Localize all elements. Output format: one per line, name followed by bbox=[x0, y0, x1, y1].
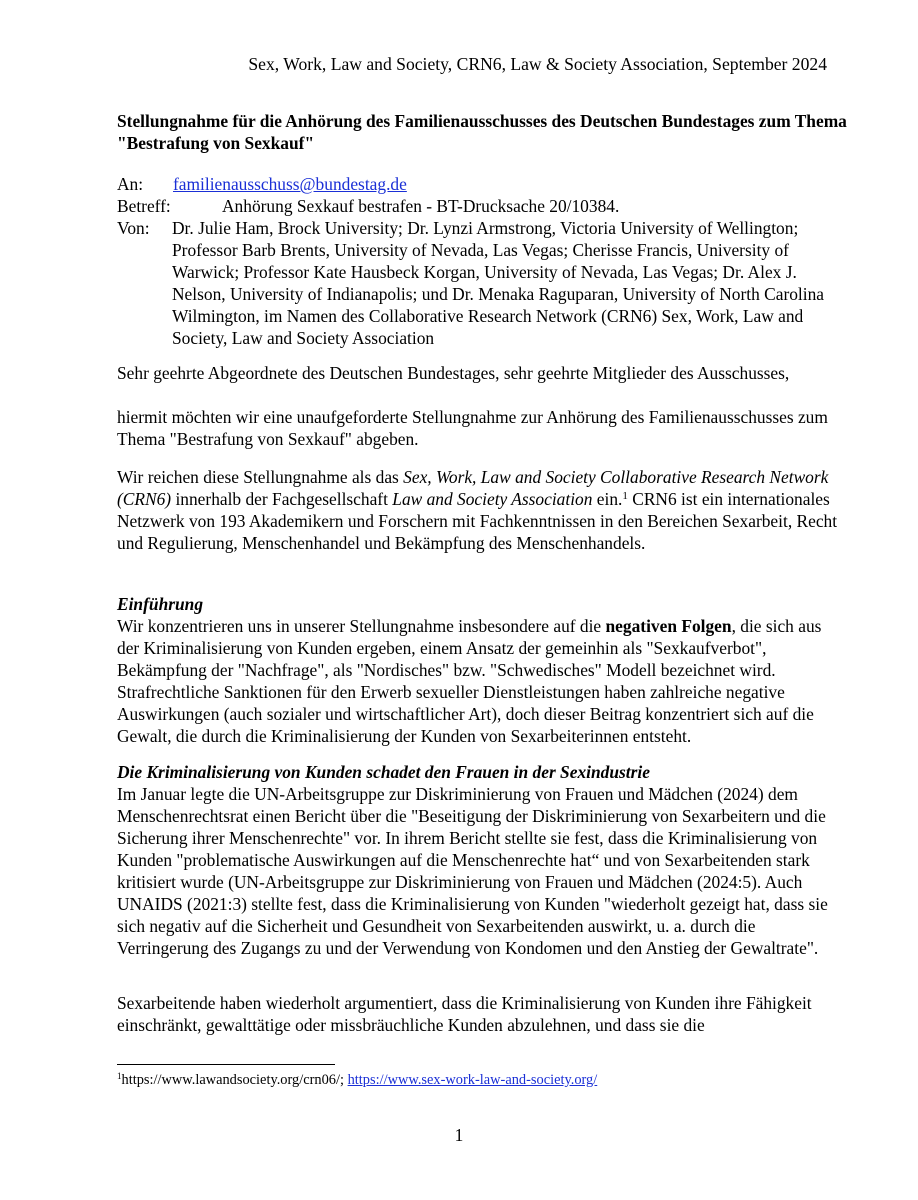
sender-value: Dr. Julie Ham, Brock University; Dr. Lynzi Armstrong, Victoria University of Wellington; Professor Barb Brents, University of Nevada, Las Vegas; Cherisse Francis, University of Warwick; Professor Kate Hausbeck Korgan, University of Nevada, Las Vegas; Dr. Alex J. Nelson, University of Indianapolis; und Dr. Menaka Raguparan, University of North Carolina Wilmington, im Namen des Collaborative Research Network (CRN6) Sex, Work, Law and Society, Law and Society Association bbox=[172, 218, 825, 348]
footnote-url-text: https://www.lawandsociety.org/crn06/; bbox=[121, 1072, 348, 1088]
subject-value: Anhörung Sexkauf bestrafen - BT-Drucksache 20/10384. bbox=[222, 196, 620, 216]
sender-label: Von: bbox=[117, 218, 150, 238]
document-title: Stellungnahme für die Anhörung des Familienausschusses des Deutschen Bundestages zum Thema "Bestrafung von Sexkauf" bbox=[117, 111, 847, 153]
criminalization-body: Im Januar legte die UN-Arbeitsgruppe zur Diskriminierung von Frauen und Mädchen (2024) dem Menschenrechtsrat einen Bericht über die "Beseitigung der Diskriminierung von Sexarbeitern und die Sicherung ihrer Menschenrechte" vor. In ihrem Bericht stellte sie fest, dass die Kriminalisierung von Kunden "problematische Auswirkungen auf die Menschenrechte hat“ und von Sexarbeitenden stark kritisiert wurde (UN-Arbeitsgruppe zur Diskriminierung von Frauen und Mädchen (2024:5). Auch UNAIDS (2021:3) stellte fest, dass die Kriminalisierung von Kunden "wiederholt gezeigt hat, dass sie sich negativ auf die Sicherheit und Gesundheit von Sexarbeitenden auswirkt, u. a. durch die Verringerung des Zugangs zu und der Verwendung von Kondomen und den Anstieg der Gewaltrate". bbox=[117, 784, 828, 958]
intro-paragraph: hiermit möchten wir eine unaufgeforderte Stellungnahme zur Anhörung des Familienausschusses zum Thema "Bestrafung von Sexkauf" abgeben. bbox=[117, 407, 828, 449]
recipient-email-link[interactable]: familienausschuss@bundestag.de bbox=[173, 174, 407, 194]
footnote-separator bbox=[117, 1064, 335, 1065]
emphasis-negative-consequences: negativen Folgen bbox=[605, 616, 732, 636]
section-criminalization bbox=[117, 761, 847, 959]
footnote-link[interactable]: https://www.sex-work-law-and-society.org/ bbox=[347, 1072, 598, 1088]
subject-label: Betreff: bbox=[117, 196, 171, 216]
subject-row bbox=[117, 195, 837, 217]
footnote-ref: 1 bbox=[622, 490, 628, 502]
section-heading-introduction: Einführung bbox=[117, 594, 204, 614]
closing-paragraph: Sexarbeitende haben wiederholt argumentiert, dass die Kriminalisierung von Kunden ihre Fähigkeit einschränkt, gewalttätige oder missbräuchliche Kunden abzulehnen, und dass sie die bbox=[117, 993, 812, 1035]
association-name: Law and Society Association bbox=[392, 489, 593, 509]
introduction-body: Wir konzentrieren uns in unserer Stellungnahme insbesondere auf die negativen Folgen, die sich aus der Kriminalisierung von Kunden ergeben, einem Ansatz der gemeinhin als "Sexkaufverbot", Bekämpfung der "Nachfrage", als "Nordisches" bzw. "Schwedisches" Modell bezeichnet wird. Strafrechtliche Sanktionen für den Erwerb sexueller Dienstleistungen haben zahlreiche negative Auswirkungen (auch sozialer und wirtschaftlicher Art), doch dieser Beitrag konzentriert sich auf die Gewalt, die durch die Kriminalisierung der Kunden von Sexarbeiterinnen entsteht. bbox=[117, 616, 822, 746]
recipient-label: An: bbox=[117, 174, 144, 194]
recipient-row bbox=[117, 173, 837, 195]
memo-header bbox=[117, 173, 837, 349]
page-number: 1 bbox=[454, 1125, 464, 1145]
network-name: Sex, Work, Law and Society Collaborative Research Network (CRN6) bbox=[117, 467, 829, 509]
footnote-number: 1 bbox=[117, 1071, 122, 1081]
section-introduction bbox=[117, 593, 847, 747]
footnote bbox=[117, 1071, 837, 1089]
salutation: Sehr geehrte Abgeordnete des Deutschen Bundestages, sehr geehrte Mitglieder des Ausschusses, bbox=[117, 363, 790, 383]
network-paragraph: Wir reichen diese Stellungnahme als das Sex, Work, Law and Society Collaborative Research Network (CRN6) innerhalb der Fachgesellschaft Law and Society Association ein.$^1$ CRN6 ist ein internationales Netzwerk von 193 Akademikern und Forschern mit Fachkenntnissen in den Bereichen Sexarbeit, Recht und Regulierung, Menschenhandel und Bekämpfung des Menschenhandels. bbox=[117, 467, 838, 553]
section-heading-criminalization: Die Kriminalisierung von Kunden schadet den Frauen in der Sexindustrie bbox=[117, 762, 650, 782]
running-header: Sex, Work, Law and Society, CRN6, Law & Society Association, September 2024 bbox=[248, 54, 827, 74]
sender-row bbox=[117, 217, 837, 349]
